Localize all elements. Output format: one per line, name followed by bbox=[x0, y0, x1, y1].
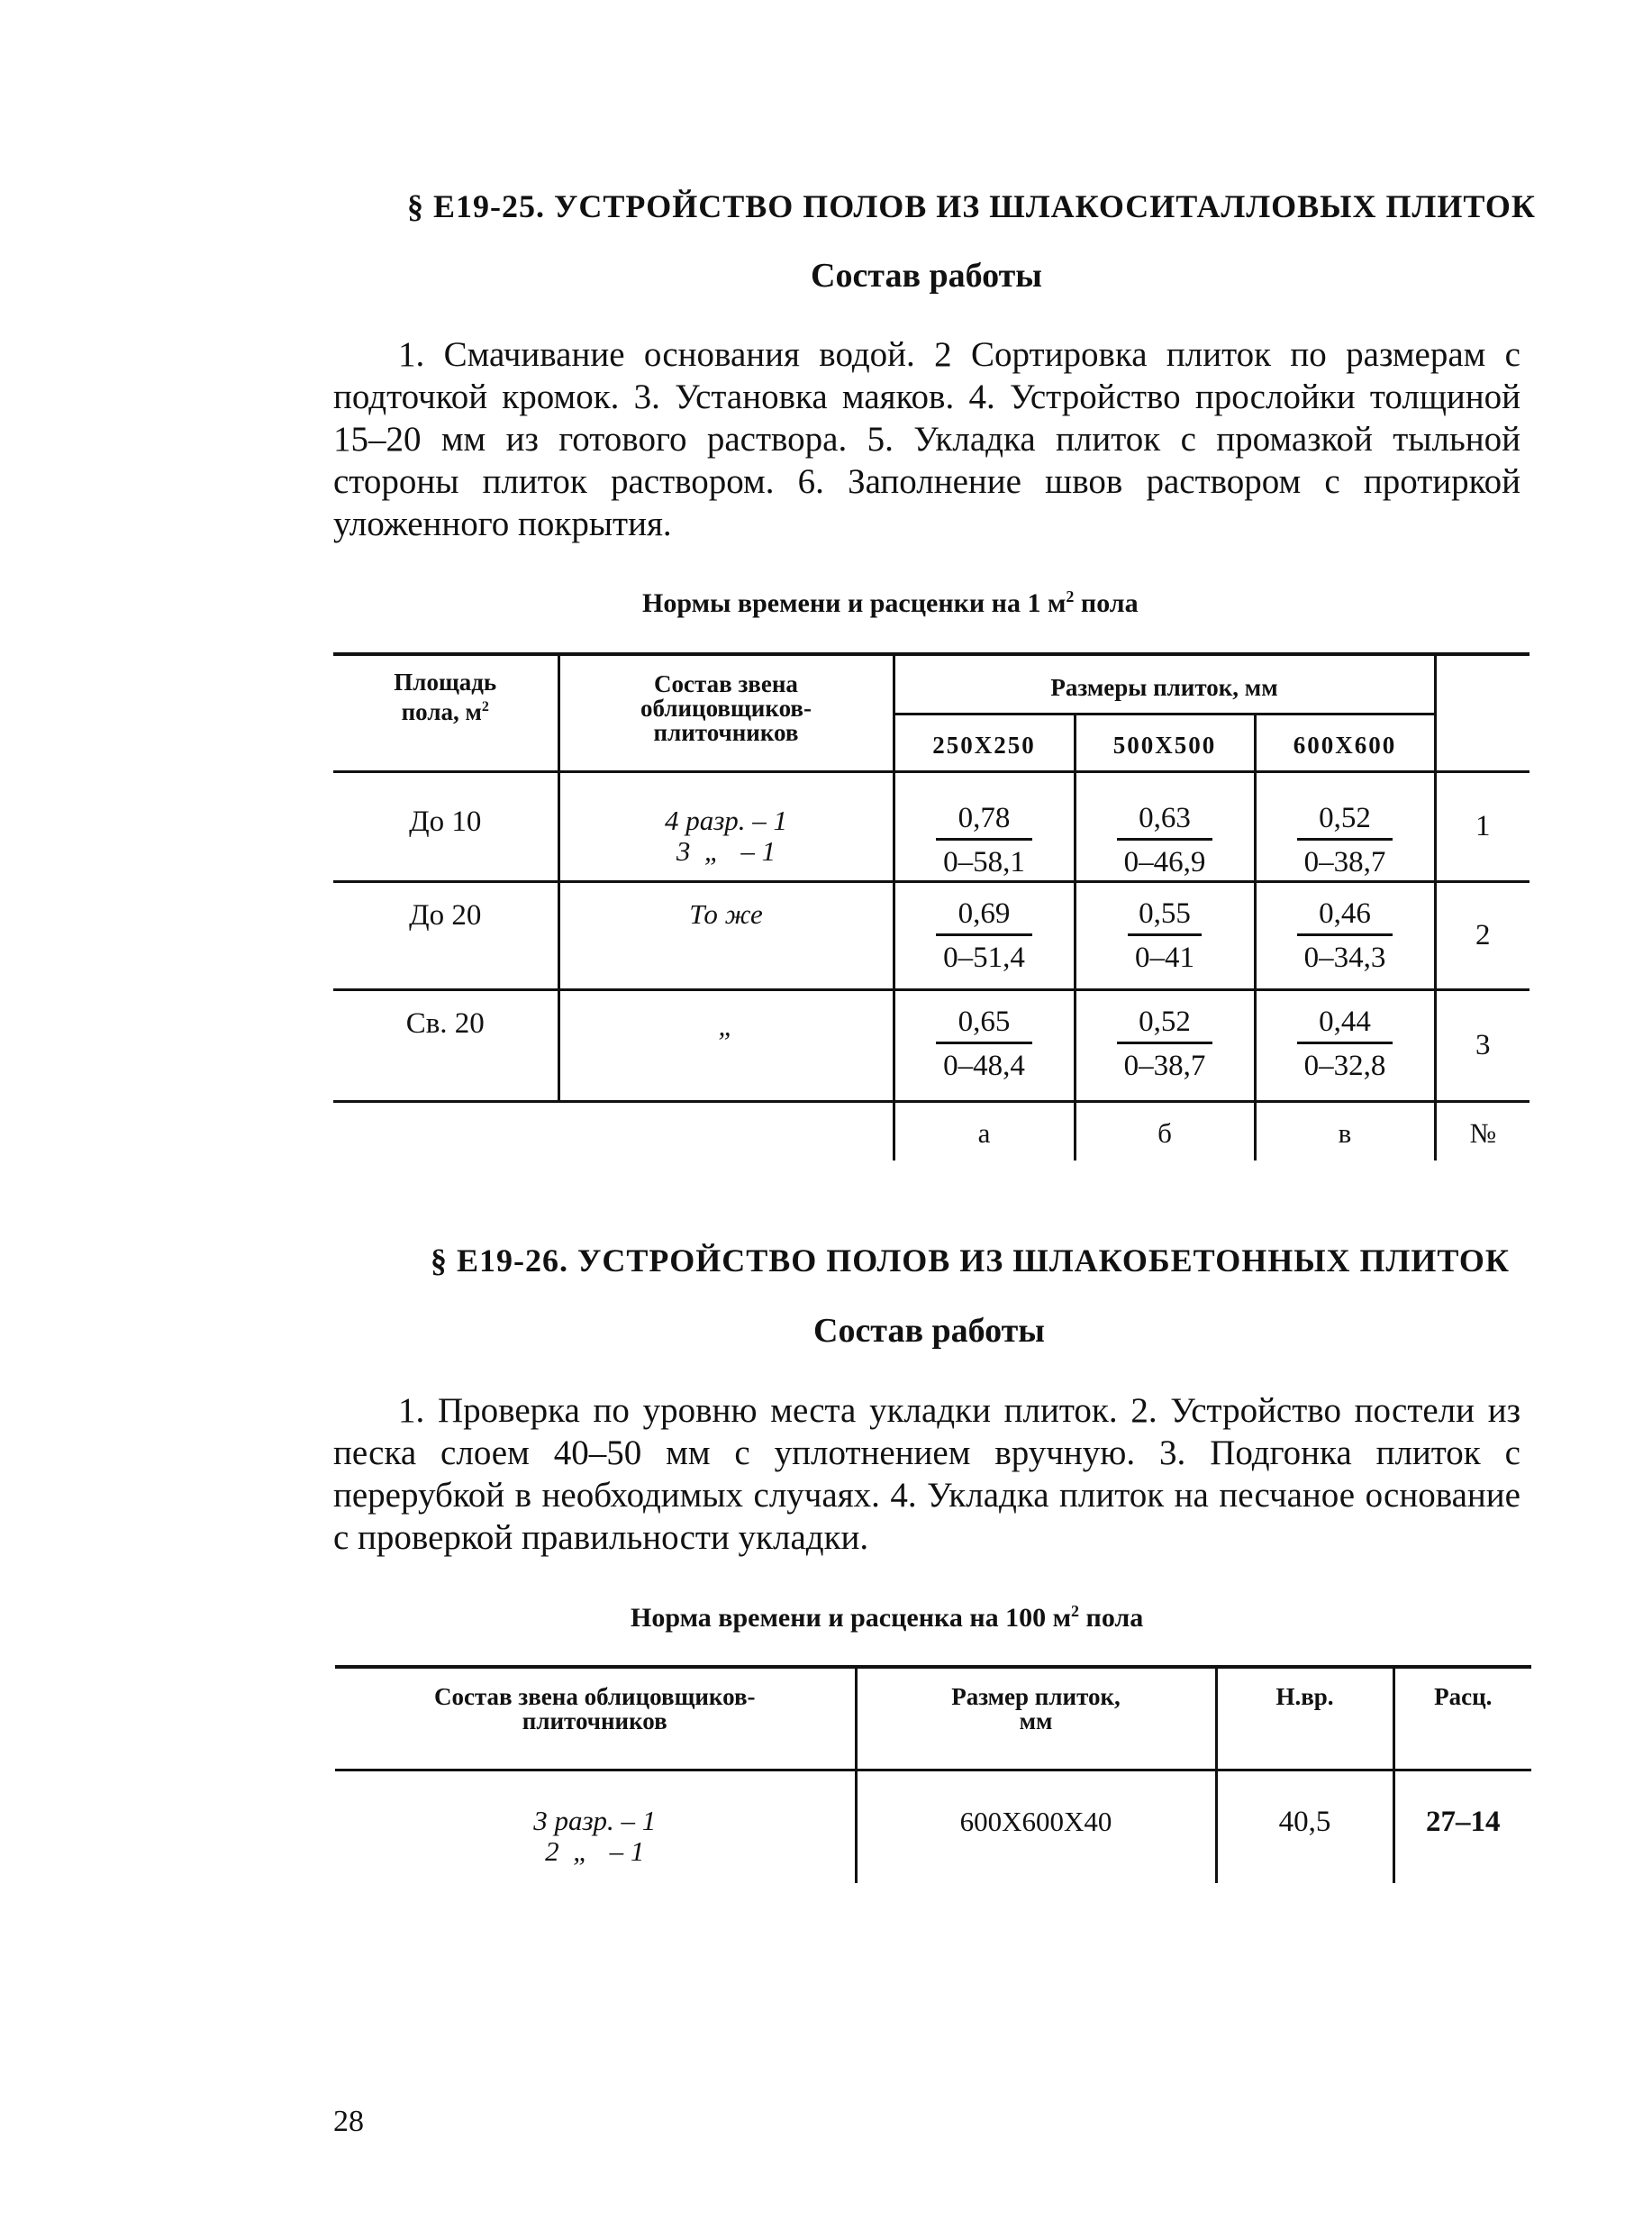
row-area: До 20 bbox=[333, 881, 558, 989]
table-row bbox=[333, 771, 1529, 881]
row-no: 2 bbox=[1435, 881, 1529, 989]
header-norm: Н.вр. bbox=[1216, 1667, 1393, 1770]
section1-title: § Е19-25. УСТРОЙСТВО ПОЛОВ ИЗ ШЛАКОСИТАЛЛОВЫХ ПЛИТОК bbox=[407, 188, 1536, 224]
header-no-blank bbox=[1435, 654, 1529, 771]
row-value: $\frac{0,55}{0-41}$ bbox=[1075, 881, 1255, 989]
section2-title: § Е19-26. УСТРОЙСТВО ПОЛОВ ИЗ ШЛАКОБЕТОННЫХ ПЛИТОК bbox=[431, 1242, 1511, 1279]
header-size-600: 600X600 bbox=[1255, 714, 1435, 771]
header-crew: Состав звена облицовщиков-плиточников bbox=[558, 654, 894, 771]
row-value: $\frac{0,44}{0-32,8}$ bbox=[1255, 989, 1435, 1101]
header-price: Расц. bbox=[1393, 1667, 1531, 1770]
row-value: $\frac{0,52}{0-38,7}$ bbox=[1255, 771, 1435, 881]
norms-table-e19-26 bbox=[335, 1665, 1531, 1883]
footer-letter: б bbox=[1075, 1101, 1255, 1160]
row-value: $\frac{0,65}{0-48,4}$ bbox=[894, 989, 1075, 1101]
row-crew: 3 разр. – 1 2 „ – 1 bbox=[533, 1804, 657, 1867]
row-value: $\frac{0,52}{0-38,7}$ bbox=[1075, 989, 1255, 1101]
row-area: Св. 20 bbox=[333, 989, 558, 1101]
footer-blank bbox=[558, 1101, 894, 1160]
row-value: $\frac{0,63}{0-46,9}$ bbox=[1075, 771, 1255, 881]
header-size-250: 250X250 bbox=[894, 714, 1075, 771]
row-norm: 40,5 bbox=[1216, 1770, 1393, 1883]
header-size-500: 500X500 bbox=[1075, 714, 1255, 771]
footer-letter: в bbox=[1255, 1101, 1435, 1160]
header-size: Размер плиток, мм bbox=[856, 1667, 1216, 1770]
row-price: 27–14 bbox=[1393, 1770, 1531, 1883]
section1-subtitle: Состав работы bbox=[811, 257, 1042, 295]
row-area: До 10 bbox=[333, 771, 558, 881]
footer-no: № bbox=[1435, 1101, 1529, 1160]
table-row bbox=[335, 1770, 1531, 1883]
section1-paragraph: 1. Смачивание основания водой. 2 Сортировка плиток по размерам с подточкой кромок. 3. Установка маяков. 4. Устройство прослойки толщиной 15–20 мм из готового раствора. 5. Укладка плиток с промазкой тыльной стороны плиток раствором. 6. Заполнение швов раствором с протиркой уложенного покрытия. bbox=[333, 335, 1520, 543]
footer-blank bbox=[333, 1101, 558, 1160]
table-row bbox=[333, 989, 1529, 1101]
footer-letter: а bbox=[894, 1101, 1075, 1160]
header-crew: Состав звена облицовщиков-плиточников bbox=[335, 1667, 856, 1770]
row-no: 1 bbox=[1435, 771, 1529, 881]
row-value: $\frac{0,69}{0-51,4}$ bbox=[894, 881, 1075, 989]
table-footer-row bbox=[333, 1101, 1529, 1160]
section2-paragraph: 1. Проверка по уровню места укладки плиток. 2. Устройство постели из песка слоем 40–50 мм с уплотнением вручную. 3. Подгонка плиток с перерубкой в необходимых случаях. 4. Укладка плиток на песчаное основание с проверкой правильности укладки. bbox=[333, 1391, 1520, 1557]
norms-table-e19-25 bbox=[333, 652, 1529, 1160]
row-crew: То же bbox=[558, 881, 894, 989]
section2-subtitle: Состав работы bbox=[813, 1312, 1045, 1350]
row-size: 600X600X40 bbox=[856, 1770, 1216, 1883]
header-sizes: Размеры плиток, мм bbox=[894, 654, 1435, 714]
row-no: 3 bbox=[1435, 989, 1529, 1101]
row-crew: „ bbox=[558, 989, 894, 1101]
row-crew: 4 разр. – 1 3 „ – 1 bbox=[558, 771, 894, 881]
table-row bbox=[333, 881, 1529, 989]
section1-table-caption: Нормы времени и расценки на 1 $м^2$ пола bbox=[642, 587, 1139, 618]
row-value: $\frac{0,46}{0-34,3}$ bbox=[1255, 881, 1435, 989]
header-area: Площадь пола, $м^2$ bbox=[333, 654, 558, 771]
page-number: 28 bbox=[333, 2105, 364, 2138]
section2-table-caption: Норма времени и расценка на 100 $м^2$ пола bbox=[631, 1602, 1144, 1633]
row-value: $\frac{0,78}{0-58,1}$ bbox=[894, 771, 1075, 881]
